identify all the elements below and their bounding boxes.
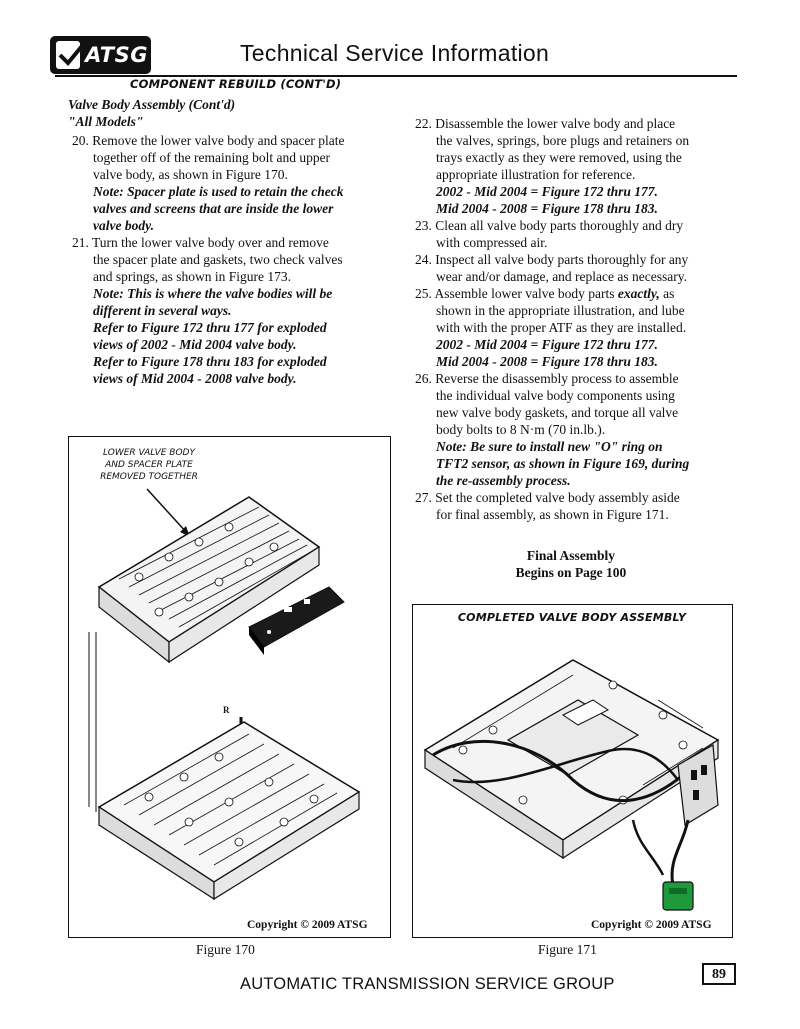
section-title: COMPONENT REBUILD (CONT'D) xyxy=(130,77,342,91)
figure-171-frame xyxy=(412,604,733,938)
step-24: 24. Inspect all valve body parts thoroughly for any wear and/or damage, and replace as necessary. xyxy=(415,252,689,284)
step-23: 23. Clean all valve body parts thoroughly and dry with compressed air. xyxy=(415,218,684,250)
figure-170-copyright: Copyright © 2009 ATSG xyxy=(247,919,368,931)
page-title: Technical Service Information xyxy=(240,40,550,66)
label-r: R xyxy=(223,705,230,715)
step-note: 2002 - Mid 2004 = Figure 172 thru 177. Mid 2004 - 2008 = Figure 178 thru 183. xyxy=(436,184,658,216)
step-21 xyxy=(70,234,400,387)
subtitle-all-models: "All Models" xyxy=(68,114,144,129)
step-text: 21. Turn the lower valve body over and remove the spacer plate and gaskets, two check valves and springs, as shown in Figure 173. xyxy=(72,235,343,284)
valve-body-illustration xyxy=(69,437,389,917)
step-note: 2002 - Mid 2004 = Figure 172 thru 177. Mid 2004 - 2008 = Figure 178 thru 183. xyxy=(436,337,658,369)
logo-text: ATSG xyxy=(85,43,148,67)
step-22 xyxy=(413,115,743,523)
page-number: 89 xyxy=(702,963,736,985)
step-text: 22. Disassemble the lower valve body and place the valves, springs, bore plugs and retainers on trays exactly as they were removed, using the appropriate illustration for reference. xyxy=(415,116,690,182)
step-20 xyxy=(70,132,400,234)
figure-170-frame xyxy=(68,436,391,938)
figure-170-caption: Figure 170 xyxy=(196,942,255,957)
step-note: Note: Be sure to install new "O" ring on TFT2 sensor, as shown in Figure 169, during the re-assembly process. xyxy=(436,439,690,488)
final-assembly-note: Final Assembly Begins on Page 100 xyxy=(515,548,627,580)
atsg-logo xyxy=(50,36,151,74)
subtitle-valve-body: Valve Body Assembly (Cont'd) xyxy=(68,97,236,112)
figure-171-copyright: Copyright © 2009 ATSG xyxy=(591,919,712,931)
step-26: 26. Reverse the disassembly process to assemble the individual valve body components using new valve body gaskets, and torque all valve body bolts to 8 N·m (70 in.lb.). xyxy=(415,371,679,437)
step-note: Note: This is where the valve bodies will be different in several ways. Refer to Figure 172 thru 177 for exploded views of 2002 - Mid 2004 valve body. Refer to Figure 178 thru 183 for exploded views of Mid 2004 - 2008 valve body. xyxy=(93,286,333,386)
step-text: 20. Remove the lower valve body and spacer plate together off of the remaining bolt and upper valve body, as shown in Figure 170. xyxy=(72,133,345,182)
green-connector xyxy=(663,882,693,910)
footer-text: AUTOMATIC TRANSMISSION SERVICE GROUP xyxy=(240,975,615,993)
step-note: Note: Spacer plate is used to retain the check valves and screens that are inside the lower valve body. xyxy=(93,184,344,233)
figure-170-callout: LOWER VALVE BODY AND SPACER PLATE REMOVED TOGETHER xyxy=(100,448,198,482)
checkmark-icon xyxy=(56,41,80,69)
step-27: 27. Set the completed valve body assembly aside for final assembly, as shown in Figure 171. xyxy=(415,490,680,522)
step-25: 25. Assemble lower valve body parts exactly, as shown in the appropriate illustration, and lube with with the proper ATF as they are installed. xyxy=(415,286,687,335)
figure-171-caption: Figure 171 xyxy=(538,942,597,957)
left-column xyxy=(68,96,398,130)
completed-valve-body-illustration xyxy=(413,630,731,915)
figure-171-title: COMPLETED VALVE BODY ASSEMBLY xyxy=(457,611,687,624)
